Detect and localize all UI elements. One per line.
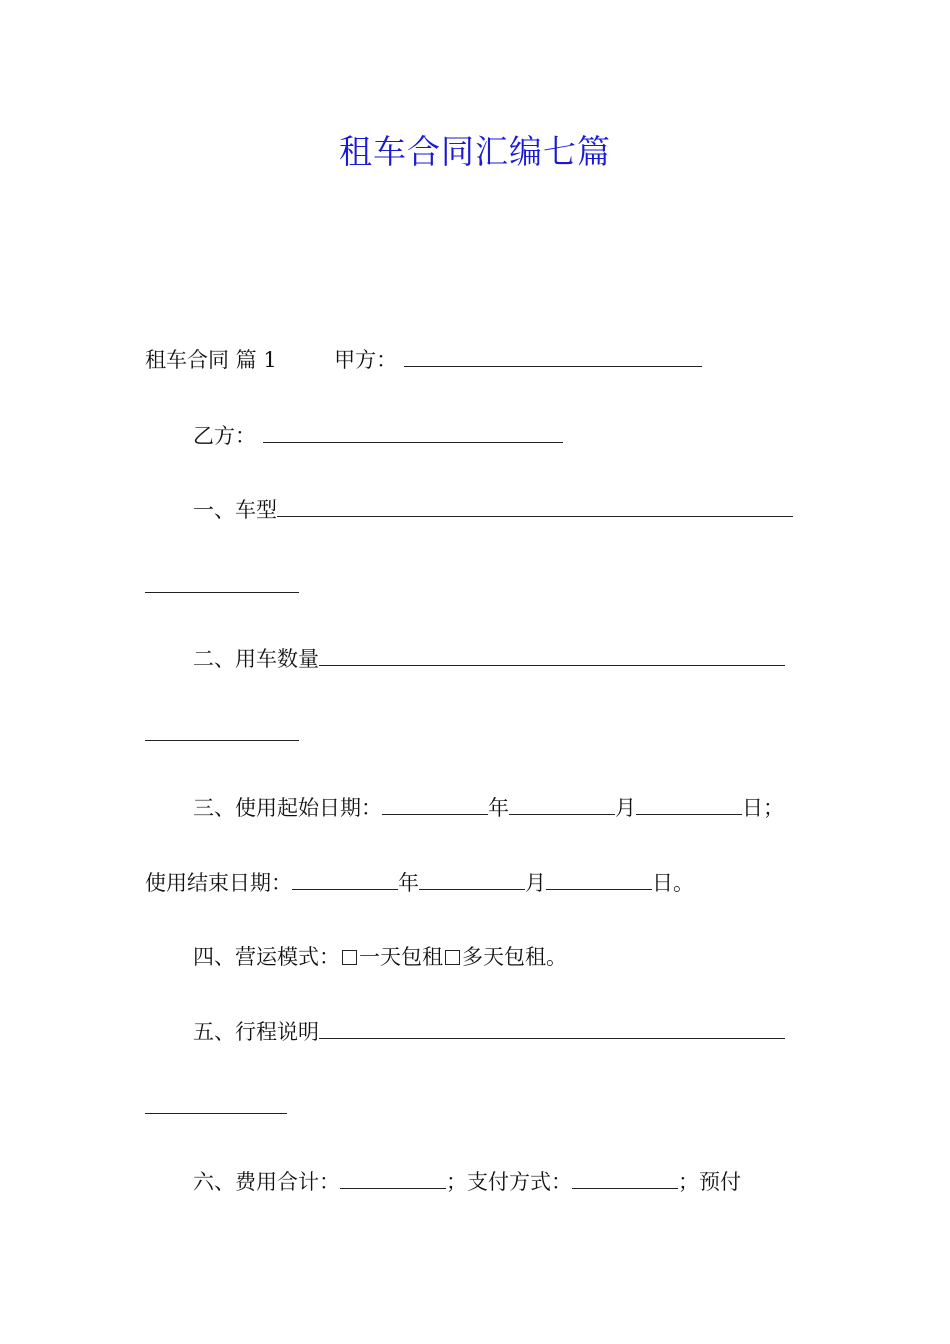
document-title: 租车合同汇编七篇 bbox=[339, 132, 611, 171]
start-month-unit: 月 bbox=[615, 796, 636, 820]
operation-mode-line bbox=[193, 942, 567, 972]
party-a-blank[interactable] bbox=[404, 344, 702, 367]
multi-day-option: 多天包租。 bbox=[462, 945, 567, 969]
end-year-unit: 年 bbox=[398, 871, 419, 895]
contract-heading: 租车合同 篇 1 bbox=[145, 348, 277, 372]
itinerary-blank[interactable] bbox=[319, 1016, 785, 1039]
end-month-unit: 月 bbox=[525, 871, 546, 895]
itinerary-continuation bbox=[145, 1091, 287, 1122]
payment-method-blank[interactable] bbox=[572, 1166, 678, 1189]
start-date-label: 三、使用起始日期： bbox=[193, 796, 382, 820]
vehicle-type-label: 一、车型 bbox=[193, 498, 277, 522]
end-date-line bbox=[145, 867, 694, 898]
vehicle-count-continuation bbox=[145, 718, 299, 749]
start-year-blank[interactable] bbox=[382, 792, 488, 815]
end-date-label: 使用结束日期： bbox=[145, 871, 292, 895]
single-day-checkbox[interactable] bbox=[342, 950, 357, 965]
operation-mode-label: 四、营运模式： bbox=[193, 945, 340, 969]
fee-total-blank[interactable] bbox=[340, 1166, 446, 1189]
vehicle-count-blank-cont[interactable] bbox=[145, 718, 299, 741]
vehicle-type-continuation bbox=[145, 570, 299, 601]
itinerary-line bbox=[193, 1016, 785, 1047]
fee-total-label: 六、费用合计： bbox=[193, 1170, 340, 1194]
start-year-unit: 年 bbox=[488, 796, 509, 820]
party-a-label: 甲方： bbox=[334, 348, 398, 372]
end-day-blank[interactable] bbox=[546, 867, 652, 890]
start-date-line bbox=[193, 792, 784, 823]
itinerary-blank-cont[interactable] bbox=[145, 1091, 287, 1114]
start-month-blank[interactable] bbox=[509, 792, 615, 815]
single-day-option: 一天包租 bbox=[359, 945, 443, 969]
multi-day-checkbox[interactable] bbox=[445, 950, 460, 965]
party-a-line bbox=[145, 344, 702, 375]
end-month-blank[interactable] bbox=[419, 867, 525, 890]
vehicle-type-blank-cont[interactable] bbox=[145, 570, 299, 593]
party-b-label: 乙方： bbox=[193, 424, 256, 448]
end-year-blank[interactable] bbox=[292, 867, 398, 890]
end-day-unit: 日。 bbox=[652, 871, 694, 895]
payment-method-label: ；支付方式： bbox=[446, 1170, 572, 1194]
vehicle-count-label: 二、用车数量 bbox=[193, 647, 319, 671]
party-b-line bbox=[193, 420, 563, 451]
fee-line bbox=[193, 1166, 741, 1197]
start-day-unit: 日； bbox=[742, 796, 784, 820]
itinerary-label: 五、行程说明 bbox=[193, 1020, 319, 1044]
party-b-blank[interactable] bbox=[263, 420, 563, 443]
vehicle-count-blank[interactable] bbox=[319, 643, 785, 666]
vehicle-type-line bbox=[193, 494, 793, 525]
prepay-label: ；预付 bbox=[678, 1170, 741, 1194]
vehicle-type-blank[interactable] bbox=[277, 494, 793, 517]
vehicle-count-line bbox=[193, 643, 785, 674]
start-day-blank[interactable] bbox=[636, 792, 742, 815]
